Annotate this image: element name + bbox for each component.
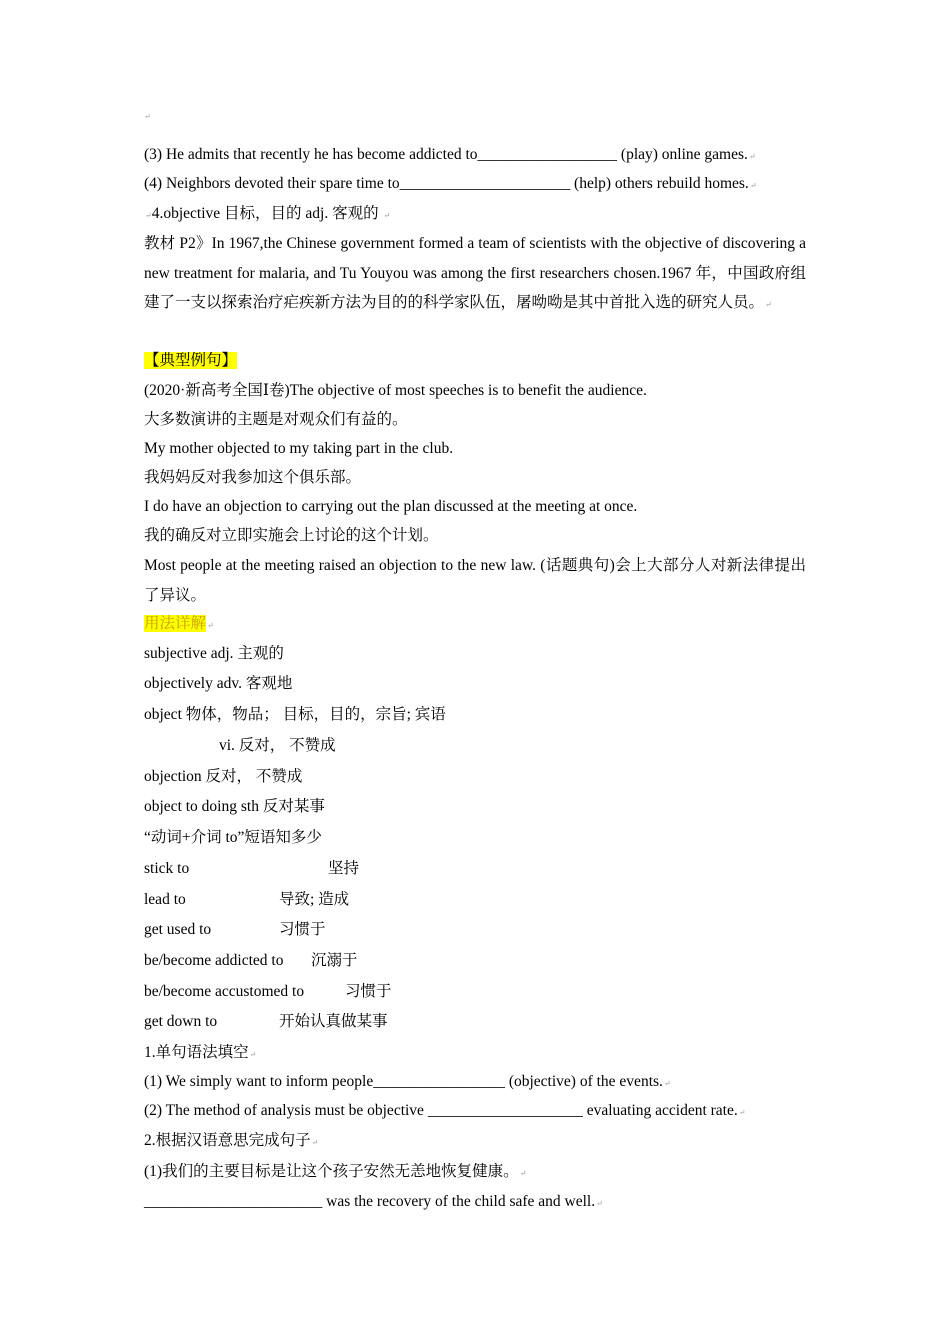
paragraph-mark: ↵ — [144, 112, 151, 121]
phrase-row: get down to — [144, 1013, 218, 1030]
example-1-en: (2020·新高考全国Ⅰ卷)The objective of most speeches is to benefit the audience. — [144, 382, 647, 399]
usage-object-vi: vi. 反对， 不赞成 — [219, 737, 336, 754]
usage-objectively: objectively adv. 客观地 — [144, 675, 293, 692]
example-3-en: I do have an objection to carrying out the plan discussed at the meeting at once. — [144, 498, 638, 515]
exercise-1-item-2: (2) The method of analysis must be objective ____________________ evaluating accident rate.↵ — [144, 1102, 746, 1119]
phrase-meaning: 习惯于 — [279, 921, 326, 938]
usage-heading: 用法详解↵ — [144, 615, 214, 632]
usage-object-to: object to doing sth 反对某事 — [144, 798, 325, 815]
phrase-meaning: 坚持 — [328, 860, 360, 877]
phrase-row: lead to — [144, 891, 186, 908]
phrase-row: stick to — [144, 860, 190, 877]
example-2-en: My mother objected to my taking part in the club. — [144, 440, 454, 457]
exercise-2-heading: 2.根据汉语意思完成句子↵ — [144, 1132, 319, 1149]
word-heading-objective: ↵4.objective 目标，目的 adj. 客观的 ↵ — [145, 205, 391, 222]
exercise-2-item-1-cn: (1)我们的主要目标是让这个孩子安然无恙地恢复健康。↵ — [144, 1163, 527, 1180]
usage-objection: objection 反对， 不赞成 — [144, 768, 303, 785]
phrase-meaning: 沉溺于 — [311, 952, 358, 969]
exercise-1-heading: 1.单句语法填空↵ — [144, 1044, 257, 1061]
phrase-meaning: 开始认真做某事 — [279, 1013, 388, 1030]
exercise-1-item-1: (1) We simply want to inform people_________________ (objective) of the events.↵ — [144, 1073, 671, 1090]
phrase-row: be/become accustomed to — [144, 983, 305, 1000]
exercise-line-3: (3) He admits that recently he has become addicted to__________________ (play) online games.↵ — [144, 146, 756, 163]
phrase-row: be/become addicted to — [144, 952, 284, 969]
phrase-row: get used to — [144, 921, 212, 938]
typical-examples-heading: 【典型例句】 — [144, 352, 238, 369]
exercise-2-item-1-en: _______________________ was the recovery of the child safe and well.↵ — [144, 1193, 603, 1210]
phrase-meaning: 习惯于 — [345, 983, 392, 1000]
example-2-cn: 我妈妈反对我参加这个俱乐部。 — [144, 469, 362, 486]
example-4: Most people at the meeting raised an objection to the new law. (话题典句)会上大部分人对新法律提出了异议。 — [144, 557, 806, 604]
exercise-line-4: (4) Neighbors devoted their spare time to______________________ (help) others rebuild homes.↵ — [144, 175, 757, 192]
example-1-cn: 大多数演讲的主题是对观众们有益的。 — [144, 411, 408, 428]
textbook-paragraph: 教材 P2》In 1967,the Chinese government formed a team of scientists with the objective of discovering a new treatment for malaria, and Tu Youyou was among the first researchers chosen.1967 年，中国政府组建了一支以探索治疗疟疾新方法为目的的科学家队伍，屠呦呦是其中首批入选的研究人员。↵ — [144, 235, 806, 311]
example-3-cn: 我的确反对立即实施会上讨论的这个计划。 — [144, 527, 439, 544]
usage-object: object 物体，物品； 目标，目的，宗旨; 宾语 — [144, 706, 446, 723]
usage-subjective: subjective adj. 主观的 — [144, 645, 284, 662]
phrase-meaning: 导致; 造成 — [279, 891, 350, 908]
phrase-heading: “动词+介词 to”短语知多少 — [144, 829, 322, 846]
